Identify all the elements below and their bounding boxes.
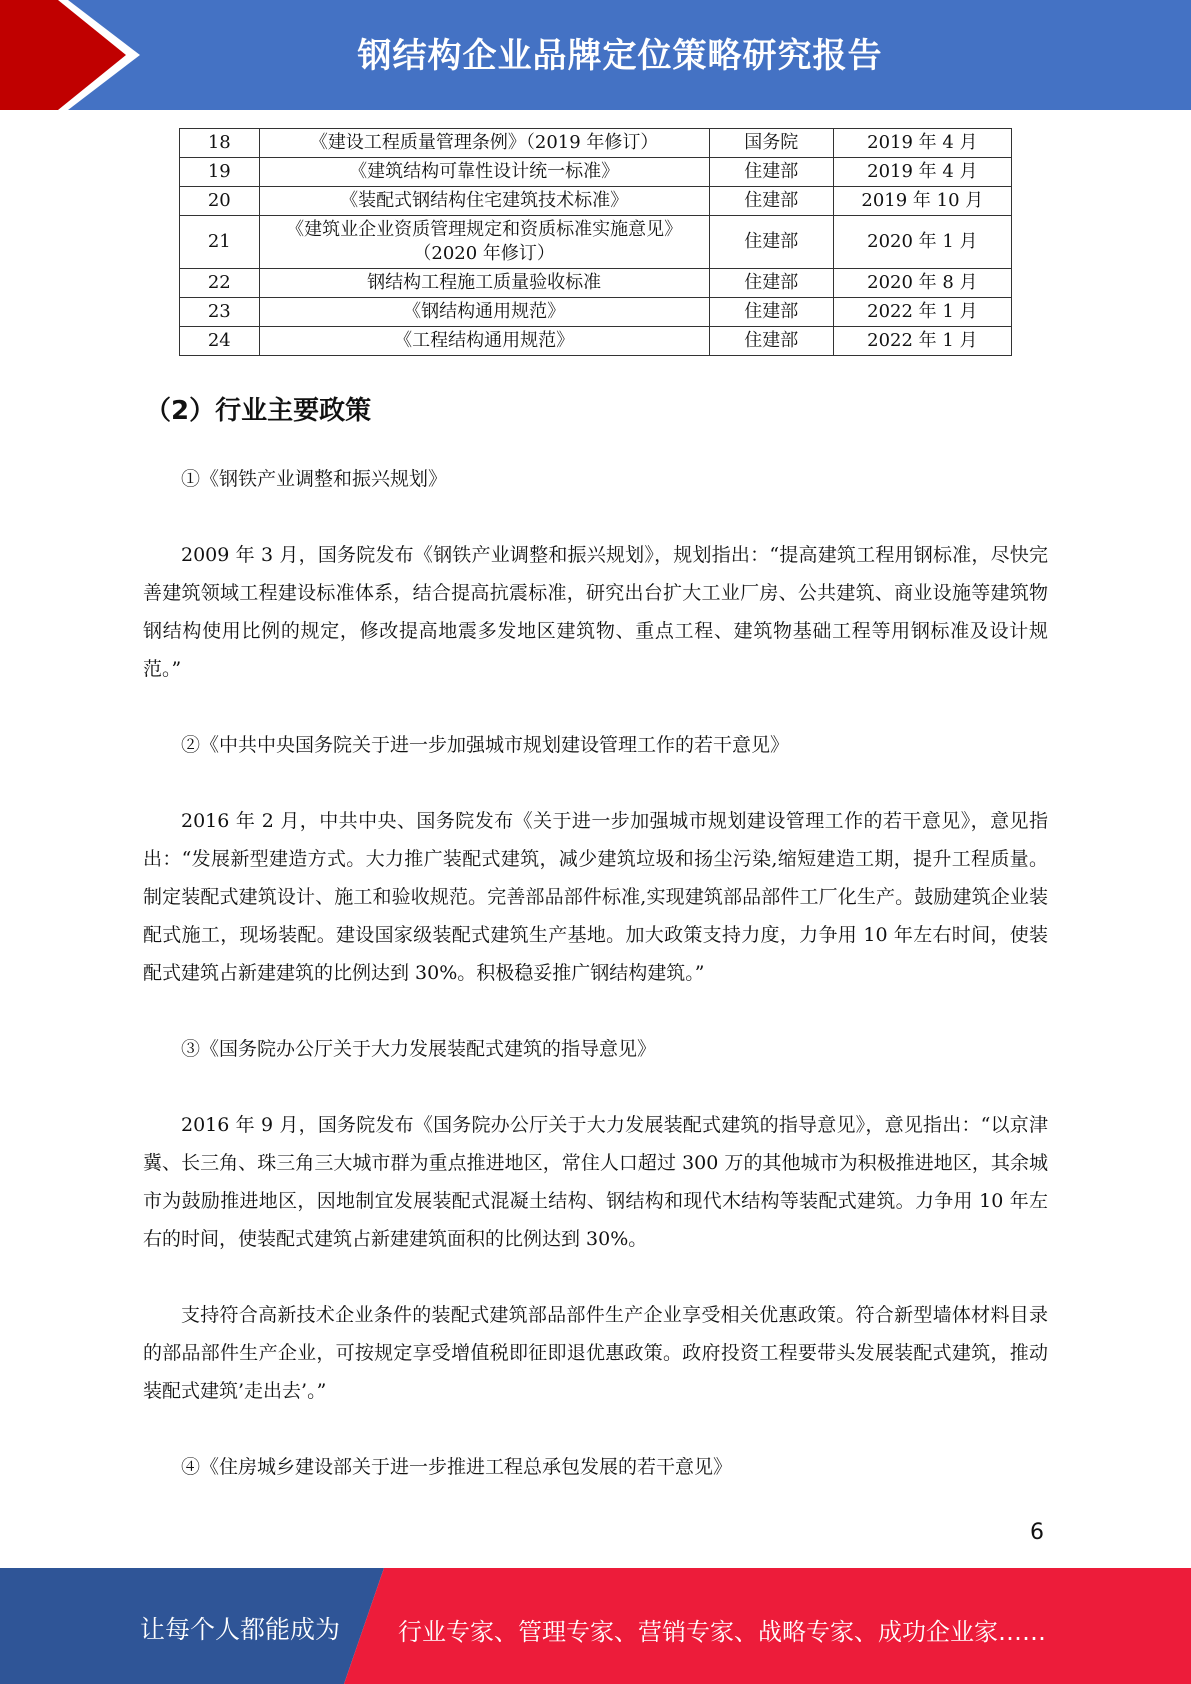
standard-name: 《工程结构通用规范》 [259,327,709,356]
policy-item-title: ①《钢铁产业调整和振兴规划》 [181,468,448,490]
policy-content [143,460,1048,1524]
report-title: 钢结构企业品牌定位策略研究报告 [357,36,883,76]
standards-table [179,128,1012,356]
row-number: 24 [180,327,260,356]
table-row [180,269,1012,298]
issuing-department: 住建部 [709,327,833,356]
policy-item-title: ③《国务院办公厅关于大力发展装配式建筑的指导意见》 [181,1038,657,1060]
row-number: 20 [180,187,260,216]
policy-paragraph: 支持符合高新技术企业条件的装配式建筑部品部件生产企业享受相关优惠政策。符合新型墙体材料目录的部品部件生产企业，可按规定享受增值税即征即退优惠政策。政府投资工程要带头发展装配式建筑，推动装配式建筑’走出去’。” [143,1304,1048,1402]
policy-paragraph: 2016 年 2 月，中共中央、国务院发布《关于进一步加强城市规划建设管理工作的若干意见》，意见指出：“发展新型建造方式。大力推广装配式建筑，减少建筑垃圾和扬尘污染,缩短建造工期，提升工程质量。制定装配式建筑设计、施工和验收规范。完善部品部件标准,实现建筑部品部件工厂化生产。鼓励建筑企业装配式施工，现场装配。建设国家级装配式建筑生产基地。加大政策支持力度，力争用 10 年左右时间，使装配式建筑占新建建筑的比例达到 30%。积极稳妥推广钢结构建筑。” [143,810,1048,984]
issue-date: 2022 年 1 月 [833,327,1011,356]
standards-table-body [180,129,1012,356]
footer-slogan-left: 让每个人都能成为 [140,1615,341,1644]
standard-name: 《钢结构通用规范》 [259,298,709,327]
row-number: 22 [180,269,260,298]
issue-date: 2019 年 4 月 [833,129,1011,158]
issuing-department: 住建部 [709,298,833,327]
table-row [180,327,1012,356]
issue-date: 2020 年 8 月 [833,269,1011,298]
standard-name: 《建筑结构可靠性设计统一标准》 [259,158,709,187]
standard-name: 《建筑业企业资质管理规定和资质标准实施意见》（2020 年修订） [259,216,709,269]
row-number: 21 [180,216,260,269]
row-number: 23 [180,298,260,327]
page-header [0,0,1191,110]
issuing-department: 住建部 [709,187,833,216]
issuing-department: 国务院 [709,129,833,158]
issuing-department: 住建部 [709,216,833,269]
standard-name: 《装配式钢结构住宅建筑技术标准》 [259,187,709,216]
section-heading: （2）行业主要政策 [145,396,372,426]
row-number: 18 [180,129,260,158]
table-row [180,129,1012,158]
issue-date: 2020 年 1 月 [833,216,1011,269]
issuing-department: 住建部 [709,158,833,187]
policy-paragraph: 2009 年 3 月，国务院发布《钢铁产业调整和振兴规划》，规划指出：“提高建筑工程用钢标准，尽快完善建筑领域工程建设标准体系，结合提高抗震标准，研究出台扩大工业厂房、公共建筑、商业设施等建筑物钢结构使用比例的规定，修改提高地震多发地区建筑物、重点工程、建筑物基础工程等用钢标准及设计规范。” [143,544,1048,680]
page-footer [0,1568,1191,1684]
header-chevron-graphic [0,0,160,110]
table-row [180,187,1012,216]
table-row [180,158,1012,187]
policy-paragraph: 2016 年 9 月，国务院发布《国务院办公厅关于大力发展装配式建筑的指导意见》，意见指出：“以京津冀、长三角、珠三角三大城市群为重点推进地区，常住人口超过 300 万的其他城市为积极推进地区，其余城市为鼓励推进地区，因地制宜发展装配式混凝土结构、钢结构和现代木结构等装配式建筑。力争用 10 年左右的时间，使装配式建筑占新建建筑面积的比例达到 30%。 [143,1114,1048,1250]
footer-slogan-right: 行业专家、管理专家、营销专家、战略专家、成功企业家…… [398,1618,1046,1646]
table-row [180,298,1012,327]
standard-name: 钢结构工程施工质量验收标准 [259,269,709,298]
issue-date: 2022 年 1 月 [833,298,1011,327]
table-row [180,216,1012,269]
issue-date: 2019 年 4 月 [833,158,1011,187]
row-number: 19 [180,158,260,187]
policy-item-title: ④《住房城乡建设部关于进一步推进工程总承包发展的若干意见》 [181,1456,733,1478]
page-number: 6 [1030,1520,1044,1545]
standard-name: 《建设工程质量管理条例》（2019 年修订） [259,129,709,158]
policy-item-title: ②《中共中央国务院关于进一步加强城市规划建设管理工作的若干意见》 [181,734,790,756]
issuing-department: 住建部 [709,269,833,298]
issue-date: 2019 年 10 月 [833,187,1011,216]
